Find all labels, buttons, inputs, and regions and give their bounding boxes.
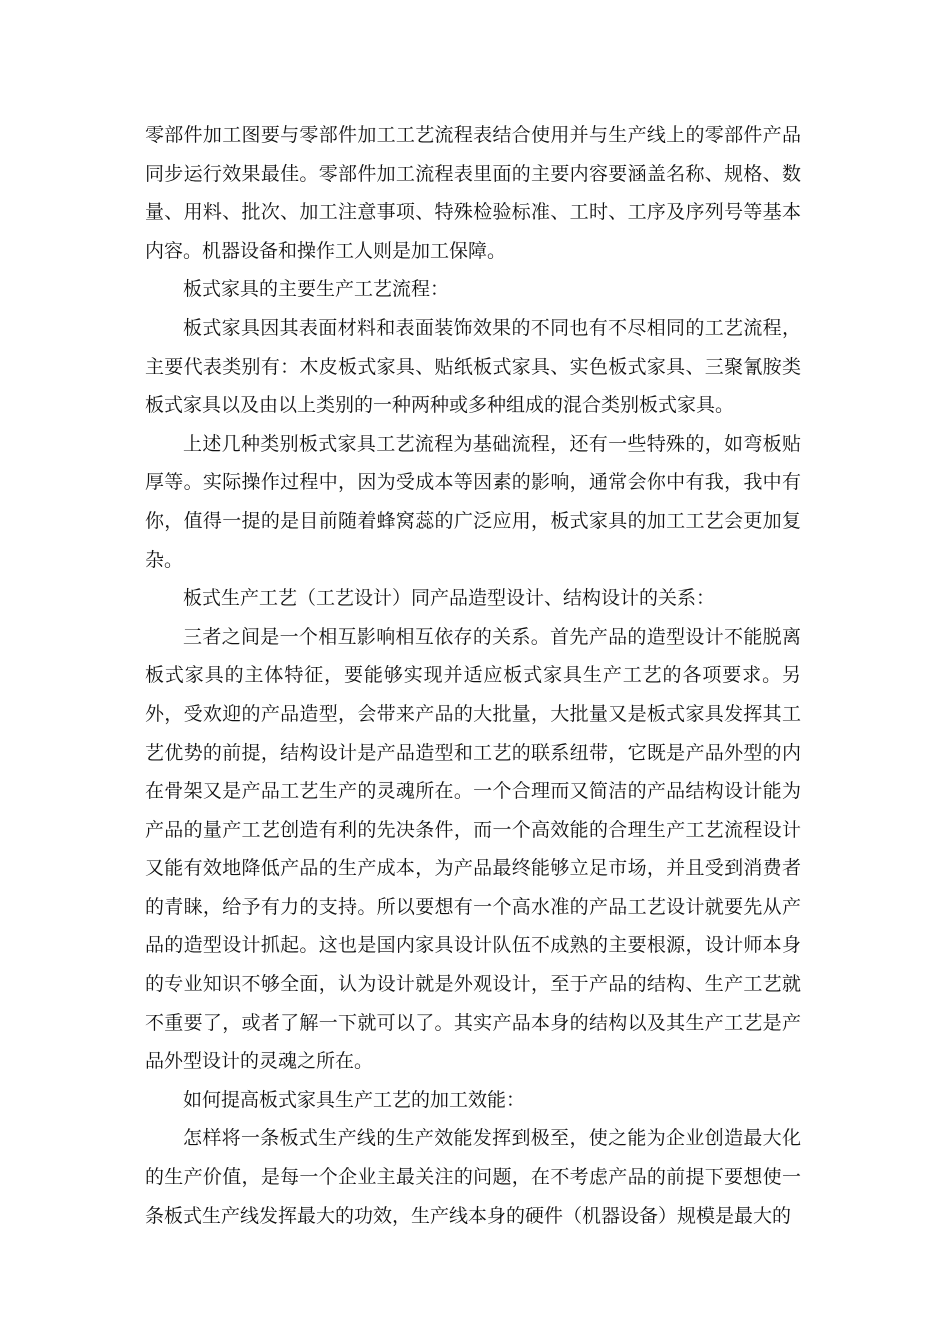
heading-improve-efficiency: 如何提高板式家具生产工艺的加工效能： (183, 1088, 526, 1111)
paragraph-basic-process-note: 上述几种类别板式家具工艺流程为基础流程，还有一些特殊的，如弯板贴厚等。实际操作过程中，因为受成本等因素的影响，通常会你中有我，我中有你，值得一提的是目前随着蜂窝蕊的广泛应用，板式家具的加工工艺会更加复杂。 (145, 432, 801, 571)
paragraph-improve-efficiency-body: 怎样将一条板式生产线的生产效能发挥到极至，使之能为企业创造最大化的生产价值，是每一个企业主最关注的问题，在不考虑产品的前提下要想使一条板式生产线发挥最大的功效，生产线本身的硬件（机器设备）规模是最大的 (145, 1127, 801, 1227)
paragraph-design-relation-body: 三者之间是一个相互影响相互依存的关系。首先产品的造型设计不能脱离板式家具的主体特征，要能够实现并适应板式家具生产工艺的各项要求。另外，受欢迎的产品造型，会带来产品的大批量，大批量又是板式家具发挥其工艺优势的前提，结构设计是产品造型和工艺的联系纽带，它既是产品外型的内在骨架又是产品工艺生产的灵魂所在。一个合理而又简洁的产品结构设计能为产品的量产工艺创造有利的先决条件，而一个高效能的合理生产工艺流程设计又能有效地降低产品的生产成本，为产品最终能够立足市场，并且受到消费者的青睐，给予有力的支持。所以要想有一个高水准的产品工艺设计就要先从产品的造型设计抓起。这也是国内家具设计队伍不成熟的主要根源，设计师本身的专业知识不够全面，认为设计就是外观设计，至于产品的结构、生产工艺就不重要了，或者了解一下就可以了。其实产品本身的结构以及其生产工艺是产品外型设计的灵魂之所在。 (145, 625, 801, 1073)
paragraph-process-categories: 板式家具因其表面材料和表面装饰效果的不同也有不尽相同的工艺流程，主要代表类别有：木皮板式家具、贴纸板式家具、实色板式家具、三聚氰胺类板式家具以及由以上类别的一种两种或多种组成的混合类别板式家具。 (145, 316, 801, 417)
document-page (145, 116, 801, 1235)
paragraph-parts-drawing-usage: 零部件加工图要与零部件加工工艺流程表结合使用并与生产线上的零部件产品同步运行效果最佳。零部件加工流程表里面的主要内容要涵盖名称、规格、数量、用料、批次、加工注意事项、特殊检验标准、工时、工序及序列号等基本内容。机器设备和操作工人则是加工保障。 (145, 124, 801, 262)
heading-main-process-flow: 板式家具的主要生产工艺流程： (183, 278, 450, 301)
heading-process-design-relation: 板式生产工艺（工艺设计）同产品造型设计、结构设计的关系： (183, 587, 716, 610)
